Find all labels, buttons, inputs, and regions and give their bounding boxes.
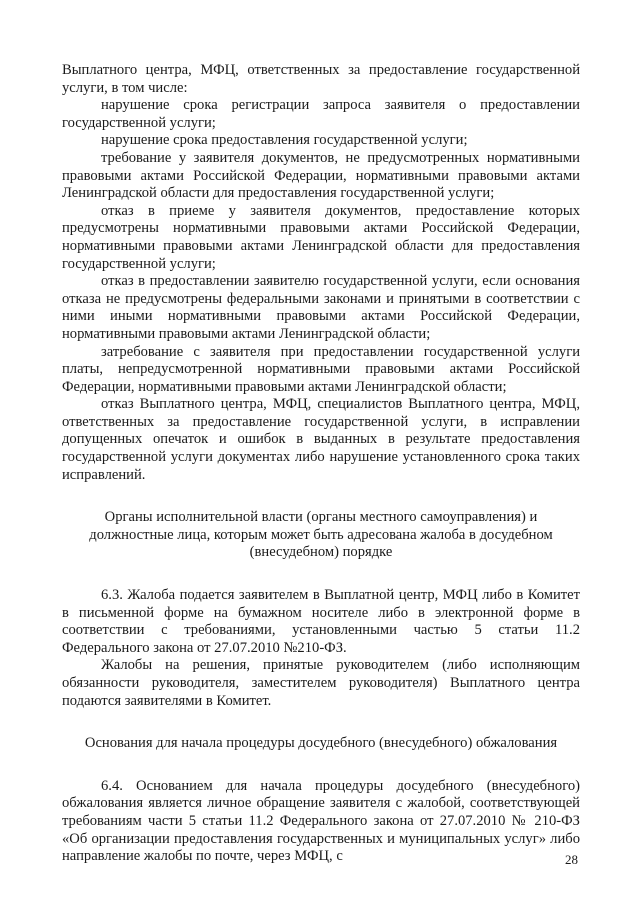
list-item: затребование с заявителя при предоставлении государственной услуги платы, непредусмотренной нормативными правовыми актами Российской Федерации, нормативными правовыми актами Ленинградской области; — [62, 343, 580, 395]
list-item: нарушение срока регистрации запроса заявителя о предоставлении государственной услуги; — [62, 97, 580, 131]
spacer — [62, 710, 580, 735]
section-6-3-continuation: Жалобы на решения, принятые руководителем (либо исполняющим обязанности руководителя, заместителем руководителя) Выплатного центра подаются заявителями в Комитет. — [62, 657, 580, 709]
list-item: отказ Выплатного центра, МФЦ, специалистов Выплатного центра, МФЦ, ответственных за предоставление государственной услуги, в исправлении допущенных опечаток и ошибок в выданных в результате предоставления государственной услуги документах либо нарушение установленного срока таких исправлений. — [62, 396, 580, 483]
spacer — [62, 562, 580, 587]
list-item: отказ в приеме у заявителя документов, предоставление которых предусмотрены нормативными правовыми актами Российской Федерации, нормативными правовыми актами Ленинградской области для предоставления государственной услуги; — [62, 202, 580, 272]
list-item: отказ в предоставлении заявителю государственной услуги, если основания отказа не предусмотрены федеральными законами и принятыми в соответствии с ними иными нормативными правовыми актами Российской Федерации, нормативными правовыми актами Ленинградской области; — [62, 273, 580, 342]
intro-paragraph: Выплатного центра, МФЦ, ответственных за предоставление государственной услуги, в том числе: — [62, 62, 580, 96]
section-heading-appeal-grounds: Основания для начала процедуры досудебного (внесудебного) обжалования — [84, 735, 558, 752]
list-item: нарушение срока предоставления государственной услуги; — [101, 132, 468, 149]
document-body — [62, 62, 580, 866]
spacer — [62, 753, 580, 778]
section-6-3-paragraph: 6.3. Жалоба подается заявителем в Выплатной центр, МФЦ либо в Комитет в письменной форме на бумажном носителе либо в электронной форме в соответствии с требованиями, установленными частью 5 статьи 11.2 Федерального закона от 27.07.2010 №210-ФЗ. — [62, 587, 580, 656]
page-number: 28 — [565, 852, 578, 867]
section-6-4-paragraph: 6.4. Основанием для начала процедуры досудебного (внесудебного) обжалования является личное обращение заявителя с жалобой, соответствующей требованиям части 5 статьи 11.2 Федерального закона от 27.07.2010 № 210-ФЗ «Об организации предоставления государственных и муниципальных услуг» либо направление жалобы по почте, через МФЦ, с — [62, 777, 580, 865]
spacer — [62, 484, 580, 509]
list-item: требование у заявителя документов, не предусмотренных нормативными правовыми актами Российской Федерации, нормативными правовыми актами Ленинградской области для предоставления государственной услуги; — [62, 149, 580, 202]
section-heading-complaint-bodies: Органы исполнительной власти (органы местного самоуправления) и должностные лица, которым может быть адресована жалоба в досудебном (внесудебном) порядке — [89, 509, 553, 561]
